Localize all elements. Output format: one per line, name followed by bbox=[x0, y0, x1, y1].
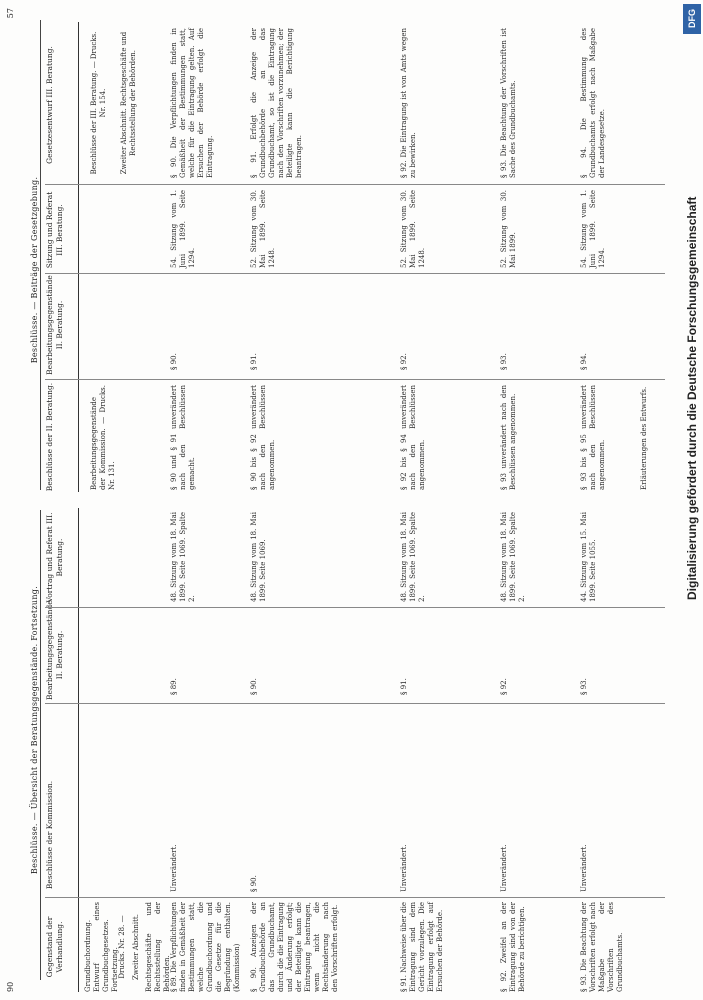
right-col1-entry: § 93 unverändert nach den Beschlüssen angenommen. bbox=[500, 385, 517, 490]
right-col1-entry: Bearbeitungsgegenstände der Kommission. — Drucks. Nr. 131. bbox=[90, 385, 116, 490]
digitization-gutter bbox=[681, 0, 703, 1000]
left-page bbox=[0, 500, 680, 1000]
left-header-commission: Beschlüsse der Kommission. bbox=[45, 780, 54, 890]
left-col1-entry: Drucks. Nr. 28. — bbox=[118, 915, 126, 979]
left-col2-entry: Unverändert. bbox=[580, 844, 588, 892]
left-column-divider bbox=[45, 607, 665, 608]
right-header-draft: Gesetzesentwurf III. Beratung. bbox=[45, 46, 54, 164]
right-col3-entry: 52. Sitzung vom 30. Mai 1899. Seite 1248. bbox=[400, 190, 426, 268]
left-col3-entry: § 93. bbox=[580, 678, 588, 695]
left-col1-entry: § 89. Die Verpflichtungen finden in Gemäßheit der Bestimmungen statt, welche die Grundbuchordnung und die Gesetze für die Begründung enthalten. (Kommission) bbox=[170, 902, 241, 992]
left-header-subject: Gegenstand der Verhandlung. bbox=[45, 916, 64, 978]
right-col4-entry: § 93. Die Beachtung der Vorschriften ist Sache des Grundbuchamts. bbox=[500, 28, 517, 178]
right-page bbox=[0, 0, 680, 500]
left-col3-entry: § 90. bbox=[250, 678, 258, 695]
left-col1-entry: Rechtsgeschäfte und Rechtsstellung der Behörden. bbox=[145, 902, 171, 992]
left-header-rule bbox=[78, 508, 79, 992]
right-col3-entry: 52. Sitzung vom 30. Mai 1899. bbox=[500, 190, 517, 268]
right-col3-entry: 54. Sitzung vom 1. Juni 1899. Seite 1294. bbox=[170, 190, 196, 268]
left-col1-entry: § 92. Zweifel an der Eintragung sind von der Behörde zu berichtigen. bbox=[500, 902, 526, 992]
left-page-number: 90 bbox=[6, 981, 15, 992]
right-header-rule bbox=[78, 22, 79, 492]
left-col1-entry: Zweiter Abschnitt. bbox=[132, 914, 140, 980]
left-col4-entry: 44. Sitzung vom 15. Mai 1899. Seite 1055. bbox=[580, 512, 597, 602]
left-col4-entry: 48. Sitzung vom 18. Mai 1899. Seite 1069. bbox=[250, 512, 267, 602]
left-col4-entry: 48. Sitzung vom 18. Mai 1899. Seite 1069. Spalte 2. bbox=[500, 512, 526, 602]
right-col3-entry: 52. Sitzung vom 30. Mai 1899. Seite 1248. bbox=[250, 190, 276, 268]
right-col4-entry: Beschlüsse der III. Beratung. — Drucks. Nr. 154. bbox=[90, 31, 107, 175]
right-col2-entry: § 93. bbox=[500, 353, 508, 370]
left-page-title: Beschlüsse. — Übersicht der Beratungsgegenstände. Fortsetzung. bbox=[30, 585, 39, 875]
right-col4-entry: § 91. Erfolgt die Anzeige der Grundbuchbehörde an das Grundbuchamt, so ist die Eintragung nach den Vorschriften vorzunehmen; der Beteiligte kann die Berichtigung beantragen. bbox=[250, 28, 303, 178]
left-col1-entry: § 91. Nachweise über die Eintragung sind dem Gericht vorzulegen. Die Eintragung erfolgt auf Ersuchen der Behörde. bbox=[400, 902, 444, 992]
right-col1-entry: § 90 bis § 92 unverändert nach den Beschlüssen angenommen. bbox=[250, 385, 276, 490]
right-column-divider bbox=[45, 379, 665, 380]
right-col4-entry: § 94. Die Bestimmung des Grundbuchamts erfolgt nach Maßgabe der Landesgesetze. bbox=[580, 28, 606, 178]
right-col2-entry: § 91. bbox=[250, 353, 258, 370]
right-col3-entry: 54. Sitzung vom 1. Juni 1899. Seite 1294. bbox=[580, 190, 606, 268]
left-column-divider bbox=[45, 703, 665, 704]
right-page-title: Beschlüsse. — Beiträge der Gesetzgebung. bbox=[30, 176, 39, 364]
right-column-divider bbox=[45, 273, 665, 274]
right-page-number: 57 bbox=[6, 8, 15, 19]
left-col2-entry: Unverändert. bbox=[500, 844, 508, 892]
left-title-rule bbox=[40, 510, 41, 980]
right-col1-entry: § 93 bis § 95 unverändert nach den Beschlüssen angenommen. bbox=[580, 385, 606, 490]
dfg-logo: DFG bbox=[683, 4, 701, 34]
left-col3-entry: § 91. bbox=[400, 678, 408, 695]
left-col3-entry: § 92. bbox=[500, 678, 508, 695]
left-col4-entry: 48. Sitzung vom 18. Mai 1899. Seite 1069. Spalte 2. bbox=[170, 512, 196, 602]
right-header-session: Sitzung und Referat III. Beratung. bbox=[45, 191, 64, 269]
left-col3-entry: § 89. bbox=[170, 678, 178, 695]
right-col4-entry: § 92. Die Eintragung ist von Amts wegen zu bewirken. bbox=[400, 28, 417, 178]
right-title-rule bbox=[40, 20, 41, 490]
right-col1-entry: § 90 und § 91 unverändert nach den Beschlüssen gemacht. bbox=[170, 385, 196, 490]
left-column-divider bbox=[45, 897, 665, 898]
right-col2-entry: § 92. bbox=[400, 353, 408, 370]
right-header-resolutions: Beschlüsse der II. Beratung. bbox=[45, 382, 54, 492]
right-column-divider bbox=[45, 184, 665, 185]
left-col4-entry: 48. Sitzung vom 18. Mai 1899. Seite 1069. Spalte 2. bbox=[400, 512, 426, 602]
right-col4-entry: Zweiter Abschnitt. Rechtsgeschäfte und Rechtsstellung der Behörden. bbox=[120, 31, 137, 175]
left-col2-entry: Unverändert. bbox=[170, 844, 178, 892]
right-col2-entry: § 94. bbox=[580, 353, 588, 370]
left-header-third-reading: Vortrag und Referat III. Beratung. bbox=[45, 512, 64, 603]
left-col1-entry: § 90. Anzeigen der Grundbuchbehörde an das Grundbuchamt, durch die die Eintragung und Änderung erfolgt; der Beteiligte kann die Eintragung beantragen, wenn nicht die Rechtsänderung nach den Vorschriften erfolgt. bbox=[250, 902, 339, 992]
right-col1-entry: § 92 bis § 94 unverändert nach den Beschlüssen angenommen. bbox=[400, 385, 426, 490]
right-col2-entry: § 90. bbox=[170, 353, 178, 370]
left-col2-entry: Unverändert. bbox=[400, 844, 408, 892]
left-header-second-reading: Bearbeitungsgegenstände II. Beratung. bbox=[45, 600, 64, 700]
left-col1-entry: § 93. Die Beachtung der Vorschriften erfolgt nach Maßgabe der Vorschriften des Grundbuchamts. bbox=[580, 902, 624, 992]
dfg-caption: Digitalisierung gefördert durch die Deutsche Forschungsgemeinschaft bbox=[685, 196, 699, 600]
right-header-second-reading: Bearbeitungsgegenstände II. Beratung. bbox=[45, 275, 64, 375]
left-col2-entry: § 90. bbox=[250, 875, 258, 892]
right-col4-entry: § 90. Die Verpflichtungen finden in Gemäßheit der Bestimmungen statt, welche für die Eintragung gelten. Auf Ersuchen der Behörde erfolgt die Eintragung. bbox=[170, 28, 214, 178]
left-col1-entry: Grundbuchordnung. Entwurf eines Grundbuchgesetzes. Fortsetzung. bbox=[84, 902, 119, 992]
right-col1-entry: Erläuterungen des Entwurfs. bbox=[640, 386, 648, 490]
